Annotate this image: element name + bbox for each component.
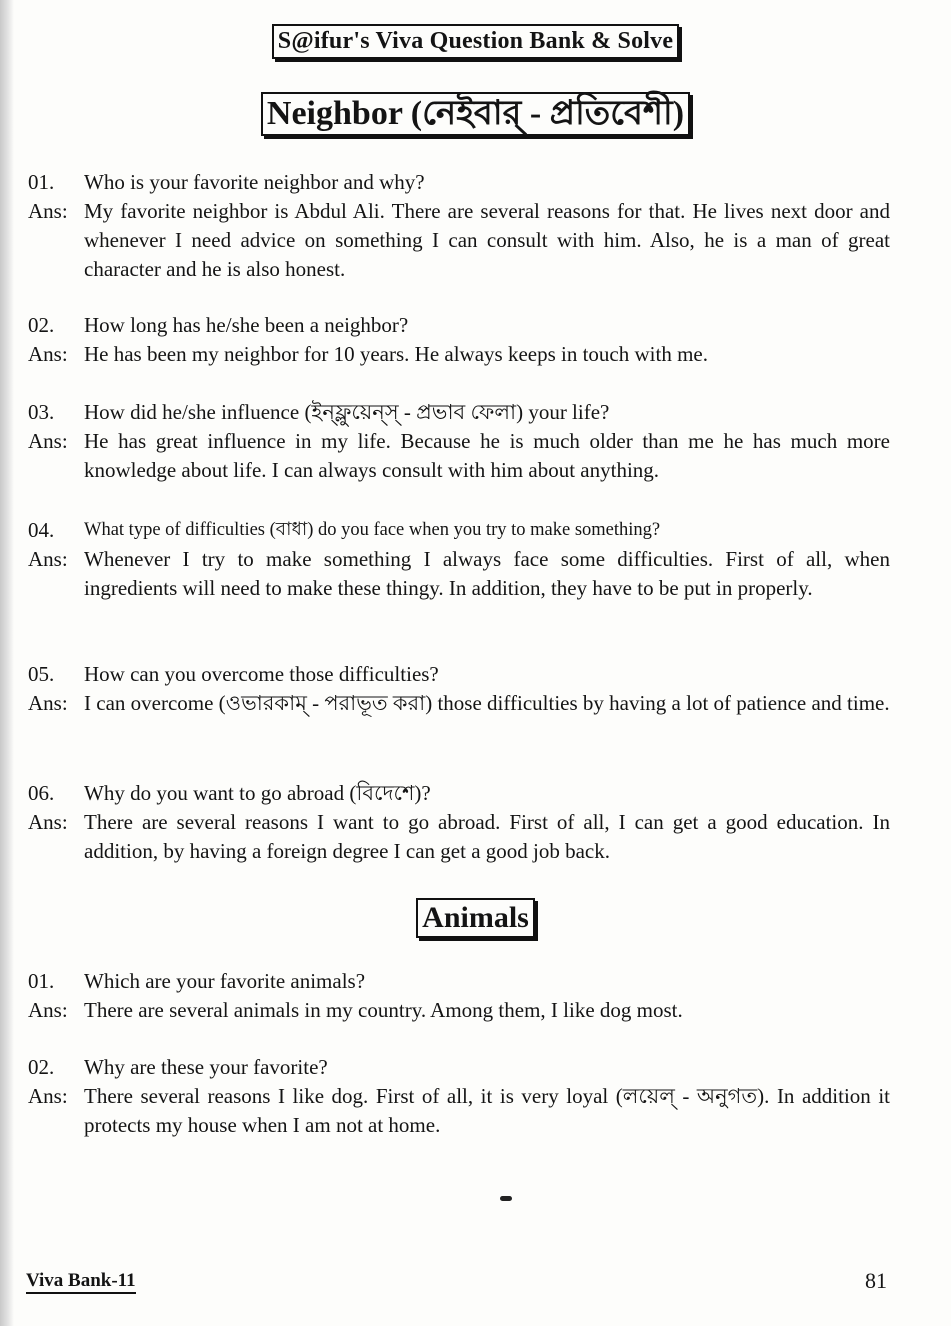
answer-row	[28, 996, 890, 1025]
question-number: 02.	[28, 1055, 55, 1079]
header	[0, 24, 951, 59]
answer-label: Ans:	[28, 547, 68, 571]
question-row	[28, 516, 890, 545]
question-text: Why are these your favorite?	[84, 1055, 328, 1079]
qa-item	[28, 779, 890, 866]
question-row	[28, 168, 890, 197]
question-row	[28, 398, 890, 427]
answer-label: Ans:	[28, 342, 68, 366]
answer-label: Ans:	[28, 810, 68, 834]
answer-text: Whenever I try to make something I always face some difficulties. First of all, when ingredients will need to make these thingy. In addition, they have to be put in properly.	[84, 547, 890, 600]
footer-book-label: Viva Bank-11	[26, 1270, 136, 1294]
answer-row	[28, 427, 890, 485]
answer-row	[28, 545, 890, 603]
question-text: How long has he/she been a neighbor?	[84, 313, 409, 337]
section-title-animals: Animals	[416, 898, 535, 938]
question-row	[28, 311, 890, 340]
answer-row	[28, 689, 890, 718]
answer-text: He has been my neighbor for 10 years. He always keeps in touch with me.	[84, 342, 708, 366]
book-title: S@ifur's Viva Question Bank & Solve	[272, 24, 679, 59]
question-number: 01.	[28, 170, 55, 194]
question-text: How did he/she influence (ইন্ফ্লুয়েন্স্ - প্রভাব ফেলা) your life?	[84, 400, 610, 424]
question-number: 01.	[28, 969, 55, 993]
question-number: 02.	[28, 313, 55, 337]
answer-label: Ans:	[28, 199, 68, 223]
question-number: 05.	[28, 662, 55, 686]
question-row	[28, 660, 890, 689]
question-row	[28, 779, 890, 808]
question-text: How can you overcome those difficulties?	[84, 662, 439, 686]
qa-item	[28, 516, 890, 603]
question-number: 04.	[28, 518, 55, 542]
question-row	[28, 1053, 890, 1082]
qa-item	[28, 311, 890, 369]
qa-item	[28, 967, 890, 1025]
answer-text: There are several reasons I want to go abroad. First of all, I can get a good education. In addition, by having a foreign degree I can get a good job back.	[84, 810, 890, 863]
answer-text: My favorite neighbor is Abdul Ali. There are several reasons for that. He lives next door and whenever I need advice on something I can consult with him. Also, he is a man of great character and he is also honest.	[84, 199, 890, 281]
section-heading-animals	[0, 898, 951, 938]
answer-text: There are several animals in my country. Among them, I like dog most.	[84, 998, 683, 1022]
section-title-neighbor: Neighbor (নেইবার্ - প্রতিবেশী)	[261, 92, 690, 136]
answer-label: Ans:	[28, 1084, 68, 1108]
answer-label: Ans:	[28, 691, 68, 715]
answer-row	[28, 197, 890, 284]
question-number: 06.	[28, 781, 55, 805]
page-number: 81	[865, 1268, 887, 1293]
question-row	[28, 967, 890, 996]
ink-mark	[500, 1196, 512, 1201]
question-text: Why do you want to go abroad (বিদেশে)?	[84, 781, 431, 805]
qa-item	[28, 168, 890, 284]
answer-text: I can overcome (ওভারকাম্ - পরাভূত করা) those difficulties by having a lot of patience and time.	[84, 691, 890, 715]
question-text: Who is your favorite neighbor and why?	[84, 170, 425, 194]
question-number: 03.	[28, 400, 55, 424]
answer-label: Ans:	[28, 998, 68, 1022]
qa-item	[28, 398, 890, 485]
answer-label: Ans:	[28, 429, 68, 453]
qa-item	[28, 660, 890, 718]
answer-text: He has great influence in my life. Because he is much older than me he has much more knowledge about life. I can always consult with him about anything.	[84, 429, 890, 482]
question-text: Which are your favorite animals?	[84, 969, 366, 993]
question-text: What type of difficulties (বাধা) do you face when you try to make something?	[84, 520, 661, 540]
answer-row	[28, 340, 890, 369]
page-spine-shadow	[0, 0, 14, 1326]
answer-row	[28, 1082, 890, 1140]
answer-row	[28, 808, 890, 866]
answer-text: There several reasons I like dog. First of all, it is very loyal (লয়েল্ - অনুগত). In addition it protects my house when I am not at home.	[84, 1084, 890, 1137]
section-heading-neighbor	[0, 92, 951, 136]
qa-item	[28, 1053, 890, 1140]
